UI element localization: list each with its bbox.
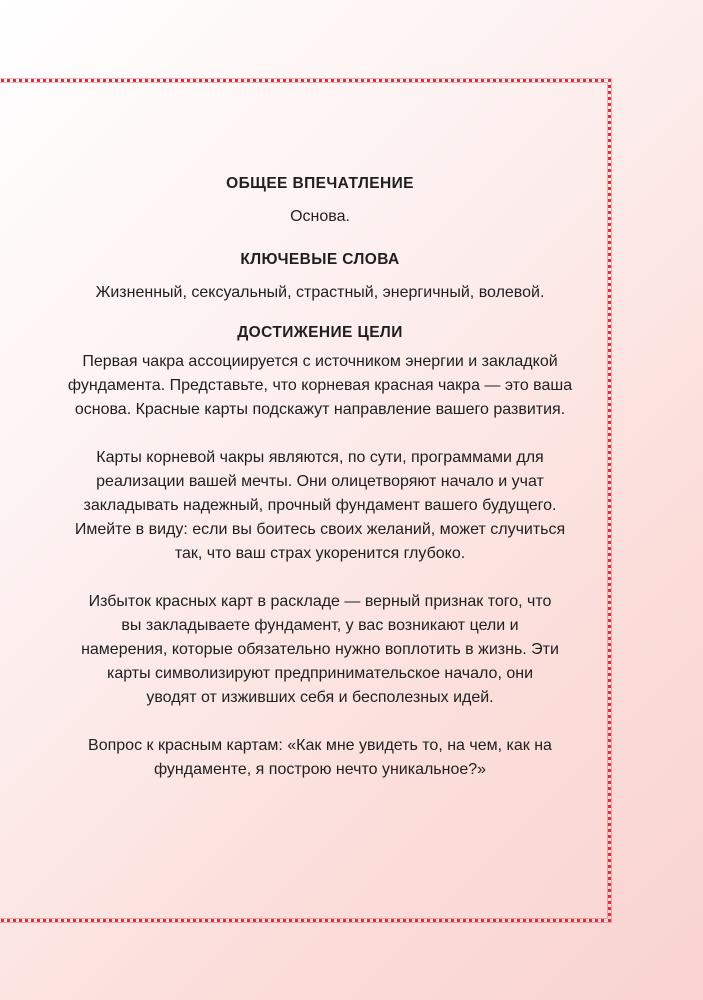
goal-paragraph-2: Карты корневой чакры являются, по сути, программами для реализации вашей мечты. Они олицетворяют начало и учат закладывать надежный, прочный фундамент вашего будущего. Имейте в виду: если вы боитесь своих желаний, может случиться так, что ваш страх укоренится глубоко. (74, 449, 566, 562)
goal-paragraph-4: Вопрос к красным картам: «Как мне увидеть то, на чем, как на фундаменте, я построю нечто уникальное?» (88, 737, 552, 778)
goal-paragraph-1: Первая чакра ассоциируется с источником энергии и закладкой фундамента. Представьте, что корневая красная чакра — это ваша основа. Красные карты подскажут направление вашего развития. (67, 353, 573, 418)
keywords-text: Жизненный, сексуальный, страстный, энергичный, волевой. (95, 284, 545, 301)
page-content (58, 172, 582, 782)
impression-heading: ОБЩЕЕ ВПЕЧАТЛЕНИЕ (226, 175, 414, 192)
impression-text: Основа. (290, 208, 350, 225)
goal-paragraph-3: Избыток красных карт в раскладе — верный признак того, что вы закладываете фундамент, у вас возникают цели и намерения, которые обязательно нужно воплотить в жизнь. Эти карты символизируют предпринимательское начало, они уводят от изживших себя и бесполезных идей. (81, 593, 559, 706)
goal-heading: ДОСТИЖЕНИЕ ЦЕЛИ (237, 324, 403, 341)
keywords-heading: КЛЮЧЕВЫЕ СЛОВА (240, 251, 400, 268)
